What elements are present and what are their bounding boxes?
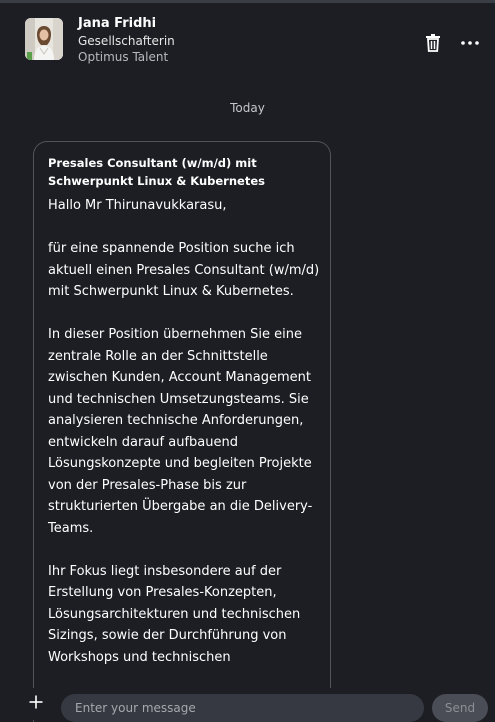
add-attachment-button[interactable]	[25, 691, 47, 713]
date-separator: Today	[230, 101, 265, 115]
ellipsis-icon	[461, 41, 479, 45]
conversation-header	[0, 3, 495, 73]
plus-icon	[29, 695, 43, 709]
contact-name[interactable]: Jana Fridhi	[78, 16, 157, 31]
send-button[interactable]: Send	[432, 694, 488, 722]
more-options-button[interactable]	[458, 31, 482, 55]
contact-company: Optimus Talent	[78, 50, 169, 64]
contact-title: Gesellschafterin	[78, 34, 175, 48]
message-paragraph: Hallo Mr Thirunavukkarasu,	[48, 198, 227, 213]
message-composer	[0, 688, 495, 720]
trash-icon	[425, 34, 441, 52]
message-body	[48, 195, 323, 690]
contact-avatar[interactable]	[25, 18, 63, 60]
message-subject: Presales Consultant (w/m/d) mit Schwerpunkt Linux & Kubernetes	[48, 156, 265, 188]
message-bubble	[33, 141, 331, 722]
message-paragraph: für eine spannende Position suche ich aktuell einen Presales Consultant (w/m/d) mit Schwerpunkt Linux & Kubernetes.	[48, 241, 320, 299]
message-paragraph: Ihr Fokus liegt insbesondere auf der Erstellung von Presales-Konzepten, Lösungsarchitekturen und technischen Sizings, sowie der Durchführung von Workshops und technischen	[48, 563, 301, 665]
message-input[interactable]	[61, 694, 424, 722]
delete-conversation-button[interactable]	[421, 31, 445, 55]
avatar-photo-icon	[25, 18, 63, 60]
message-paragraph: In dieser Position übernehmen Sie eine zentrale Rolle an der Schnittstelle zwischen Kunden, Account Management und technischen Umsetzungsteams. Sie analysieren technische Anforderungen, entwickeln darauf aufbauend Lösungskonzepte und begleiten Projekte von der Presales-Phase bis zur strukturierten Übergabe an die Delivery-Teams.	[48, 327, 313, 536]
